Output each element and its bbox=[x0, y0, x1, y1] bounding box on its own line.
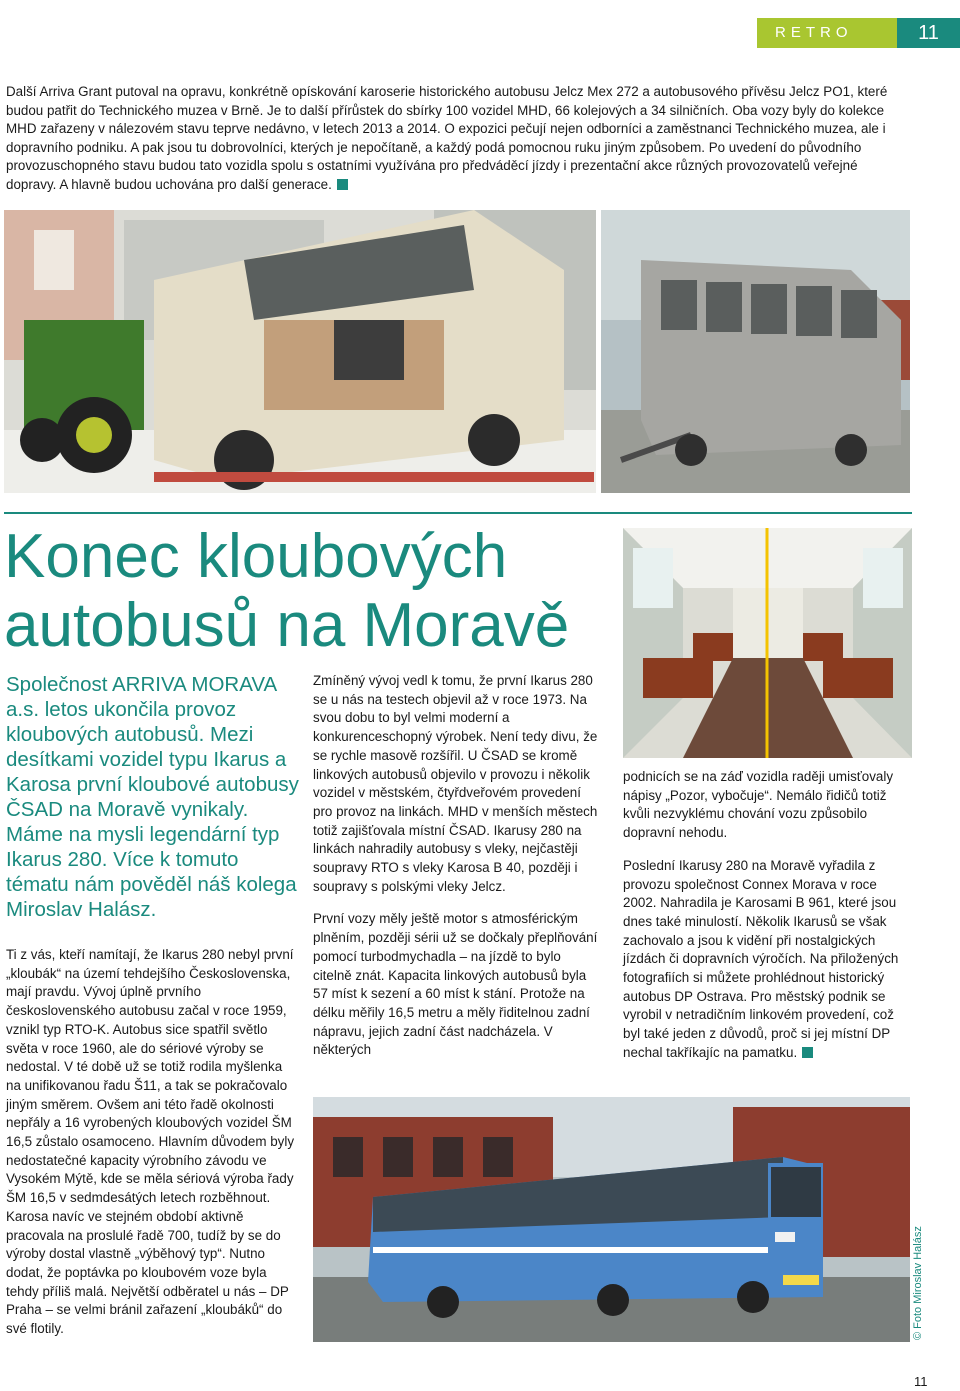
col3-paragraph-2-text: Poslední Ikarusy 280 na Moravě vyřadila z provozu společnost Connex Morava v roce 2002. Nahradila je Karosami B 961, které jsou dnes také minulostí. Několik Ikarusů se však zachovalo a jsou k vidění při nostalgických jízdách či dopravních výročích. Na přiložených fotografiích si můžete prohlédnout historický autobus DP Ostrava. Pro městský podnik se vyrobil v netradičním linkovém provedení, což byl také jeden z důvodů, proč si jej místní DP nechal takříkajíc na pamatku. bbox=[623, 857, 899, 1060]
col3-paragraph-2 bbox=[623, 857, 913, 1063]
end-square-icon bbox=[337, 179, 348, 190]
article-column-3 bbox=[623, 768, 913, 1077]
footer-page-number: 11 bbox=[914, 1374, 928, 1389]
section-label: RETRO bbox=[757, 18, 897, 48]
col3-paragraph-1: podnicích se na záď vozidla raději umisťovaly nápisy „Pozor, vybočuje“. Nemálo řidičů totiž kvůli nezvyklému chování vozu způsobilo dopravní nehodu. bbox=[623, 769, 894, 841]
intro-text: Další Arriva Grant putoval na opravu, konkrétně opískování karoserie historického autobusu Jelcz Mex 272 a autobusového přívěsu Jelcz PO1, které budou patřit do Technického muzea v Brně. Je to další přírůstek do sbírky 100 vozidel MHD, 66 kolejových a 34 silničních. Oba vozy byly do kolekce MHD zařazeny v nálezovém stavu teprve nedávno, v letech 2013 a 2014. O expozici pečují nejen odborníci a zaměstnanci Technického muzea, ale i dopravního podniku. A pak jsou tu dobrovolníci, kterých je nepočítaně, a každý podá pomocnou ruku jiným způsobem. Po uvedení do původního provozuschopného stavu budou tato vozidla spolu s ostatními využívána pro předváděcí jízdy i prezentační akce různých provozovatelů veřejné dopravy. A hlavně budou uchována pro další generace. bbox=[6, 84, 888, 192]
photo-bus-interior bbox=[623, 528, 912, 758]
article-column-1: Ti z vás, kteří namítají, že Ikarus 280 nebyl první „kloubák“ na území tehdejšího Československa, mají pravdu. Vývoj úplně prvního československého autobusu začal v roce 1959, vznikl typ RTO-K. Autobus sice spatřil světlo světa v roce 1960, ale do sériové výroby se nedostal. V té době už se totiž rodila myšlenka na unifikovanou řadu Š11, a tak se pokračovalo jiným směrem. Ovšem ani této řadě okolnosti nepřály a 16 vyrobených kloubových vozidel ŠM 16,5 zůstalo osamoceno. Hlavním důvodem byly nedostatečné kapacity výrobního závodu ve Vysokém Mýtě, kde se měla sériová výroba řady ŠM 16,5 v sedmdesátých letech rozběhnout. Karosa navíc ve stejném období aktivně pracovala na proslulé řadě 700, tudíž by se do výroby dostal vlastně „výběhový typ“. Nutno dodat, že poptávka po kloubovém voze byla tehdy příliš malá. Největší odběratel u nás – DP Praha – se velmi bránil zařazení „kloubáků“ do své flotily. bbox=[6, 947, 295, 1337]
photo-credit: © Foto Miroslav Halász bbox=[912, 1226, 924, 1340]
photo-rusty-bus bbox=[4, 210, 596, 493]
photo-grey-trailer bbox=[601, 210, 910, 493]
end-square-icon bbox=[802, 1047, 813, 1058]
article-lead: Společnost ARRIVA MORAVA a.s. letos ukončila provoz kloubových autobusů. Mezi desítkami vozidel typu Ikarus a Karosa první kloubové autobusy ČSAD na Moravě vynikaly. Máme na mysli legendární typ Ikarus 280. Více k tomuto tématu nám pověděl náš kolega Miroslav Halász. bbox=[6, 673, 299, 921]
header-page-number: 11 bbox=[897, 18, 960, 48]
section-divider bbox=[4, 512, 912, 514]
article-headline: Konec kloubových autobusů na Moravě bbox=[4, 522, 570, 660]
col2-paragraph-2: První vozy měly ještě motor s atmosférickým plněním, později sérii už se dočkaly přeplňování pomocí turbodmychadla – na jízdě to bylo citelně znát. Kapacita linkových autobusů byla 57 míst k sezení a 60 míst k stání. Protože na délku měřily 16,5 metru a měly řiditelnou zadní nápravu, jejich zadní část nadcházela. V některých bbox=[313, 911, 598, 1058]
photo-ikarus-280 bbox=[313, 1097, 910, 1342]
article-column-2 bbox=[313, 672, 603, 1074]
intro-paragraph bbox=[6, 83, 890, 195]
col2-paragraph-1: Zmíněný vývoj vedl k tomu, že první Ikarus 280 se u nás na testech objevil až v roce 1973. Na svou dobu to byl velmi moderní a konkurenceschopný výrobek. Není tedy divu, že se rychle masově rozšířil. U ČSAD se kromě linkových autobusů objevilo v provozu i několik vozidel v městském, čtyřdveřovém provedení pro provoz na linkách. MHD v menších městech totiž zajišťovala místní ČSAD. Ikarusy 280 na linkách nahradily autobusy s vleky, nejčastěji soupravy RTO s vleky Karosa B 40, později i soupravy s polskými vleky Jelcz. bbox=[313, 673, 598, 894]
